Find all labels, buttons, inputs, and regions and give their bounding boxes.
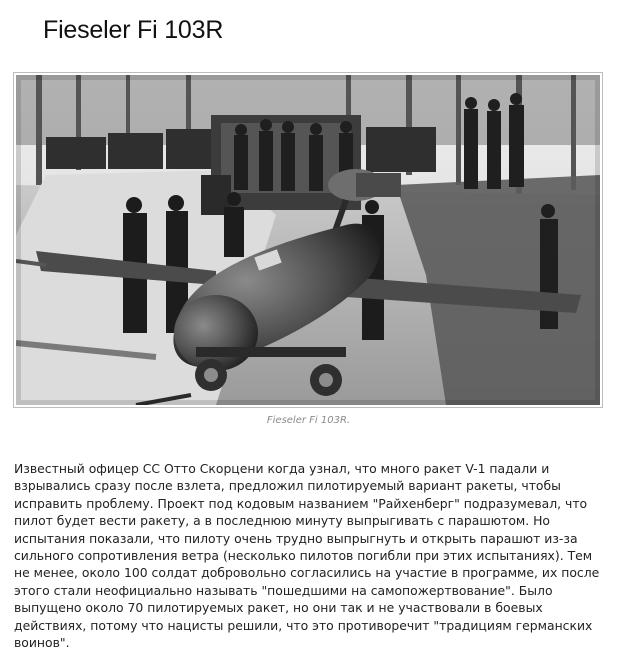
article-photo bbox=[13, 72, 603, 408]
page-title: Fieseler Fi 103R bbox=[43, 16, 224, 44]
article-body: Известный офицер СС Отто Скорцени когда узнал, что много ракет V-1 падали и взрывались сразу после взлета, предложил пилотируемый вариант ракеты, чтобы исправить проблему. Проект под кодовым названием "Райхенберг" подразумевал, что пилот будет вести ракету, а в последнюю минуту выпрыгивать с парашютом. Но испытания показали, что пилоту очень трудно выпрыгнуть и открыть парашют из-за сильного сопротивления ветра (несколько пилотов погибли при этих испытаниях). Тем не менее, около 100 солдат добровольно согласились на участие в программе, их после этого стали неофициально называть "пошедшими на самопожертвование". Было выпущено около 70 пилотируемых ракет, но они так и не участвовали в боевых действиях, потому что нацисты решили, что это противоречит "традициям германских воинов". bbox=[14, 461, 600, 651]
photo-caption: Fieseler Fi 103R. bbox=[266, 415, 351, 426]
v1-rocket-photo bbox=[16, 75, 600, 405]
